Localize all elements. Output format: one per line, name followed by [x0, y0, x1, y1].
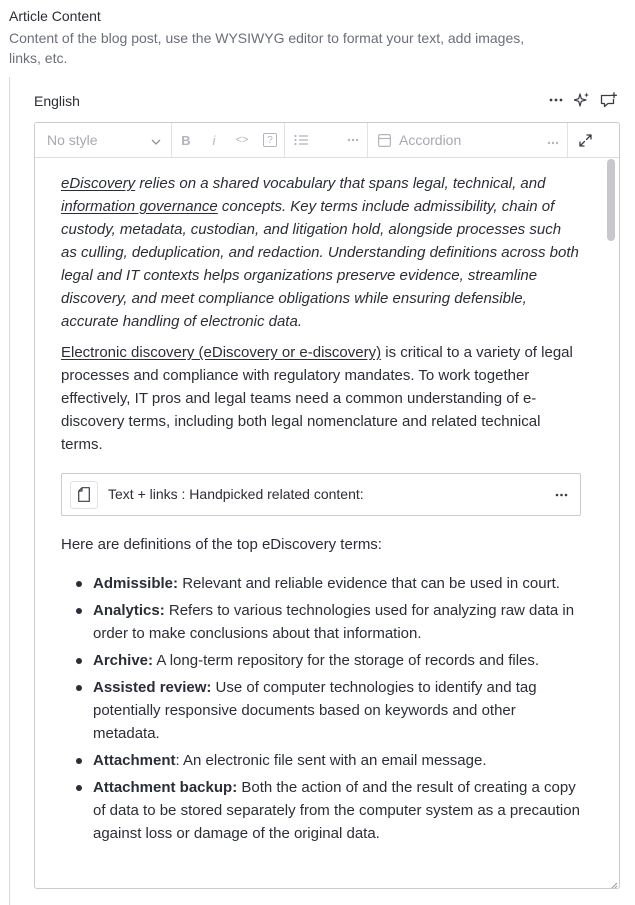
term-name: Attachment backup:	[93, 779, 238, 796]
bold-button[interactable]: B	[181, 132, 191, 148]
bulleted-list-button[interactable]	[287, 123, 315, 157]
intro-paragraph	[61, 172, 581, 333]
style-select-value: No style	[47, 132, 98, 148]
editor-content[interactable]	[35, 159, 603, 889]
more-icon	[347, 138, 359, 142]
term-name: Archive:	[93, 652, 154, 669]
more-icon[interactable]	[547, 132, 559, 148]
ai-sparkle-icon[interactable]	[573, 90, 591, 110]
list-icon	[294, 134, 308, 146]
accordion-label: Accordion	[399, 132, 462, 148]
body-paragraph	[61, 341, 581, 456]
toolbar-more-button[interactable]	[339, 123, 367, 157]
style-select[interactable]	[35, 123, 172, 157]
rich-text-editor	[34, 122, 620, 889]
intro-text: relies on a shared vocabulary that spans legal, technical, and	[135, 175, 546, 192]
electronic-discovery-link[interactable]: Electronic discovery (eDiscovery or e-discovery)	[61, 344, 382, 361]
toolbar-divider	[284, 123, 285, 157]
term-name: Assisted review:	[93, 679, 212, 696]
chevron-down-icon	[151, 132, 161, 148]
term-definition: Both the action of and the result of creating a copy of data to be stored separately from the computer system as a precaution against loss or damage of the original data.	[93, 779, 580, 842]
list-item	[61, 649, 581, 672]
term-name: Analytics:	[93, 602, 165, 619]
resize-handle-icon[interactable]	[608, 877, 618, 887]
term-definition: A long-term repository for the storage of records and files.	[153, 652, 540, 669]
ediscovery-link[interactable]: eDiscovery	[61, 175, 136, 192]
italic-button[interactable]: i	[212, 132, 216, 148]
help-icon: ?	[263, 133, 277, 147]
term-name: Admissible:	[93, 575, 179, 592]
body-text: is critical to a variety of legal processes and compliance with regulatory mandates. To work together effectively, IT pros and legal teams need a common understanding of e-discovery terms, including both legal nomenclature and related technical terms.	[61, 344, 573, 453]
field-label: Article Content	[9, 8, 101, 24]
embed-label: Text + links : Handpicked related content:	[108, 486, 364, 502]
accordion-button[interactable]	[368, 123, 568, 157]
expand-button[interactable]	[568, 123, 602, 157]
list-item	[61, 776, 581, 845]
term-definition: : An electronic file sent with an email message.	[175, 752, 487, 769]
information-governance-link[interactable]: information governance	[61, 198, 218, 215]
terms-lead: Here are definitions of the top eDiscovery terms:	[61, 536, 382, 553]
comment-add-icon[interactable]	[599, 90, 617, 110]
list-item	[61, 572, 581, 595]
term-definition: Relevant and reliable evidence that can be used in court.	[178, 575, 560, 592]
term-definition: Use of computer technologies to identify and tag potentially responsive documents based on keywords and other metadata.	[93, 679, 537, 742]
list-item	[61, 676, 581, 745]
accordion-icon	[378, 134, 391, 147]
list-item	[61, 599, 581, 645]
field-rail	[9, 77, 10, 905]
list-item	[61, 749, 581, 772]
more-icon[interactable]	[547, 90, 565, 110]
language-label: English	[34, 93, 80, 109]
term-definition: Refers to various technologies used for analyzing raw data in order to make conclusions about that information.	[93, 602, 575, 642]
expand-icon	[579, 134, 592, 147]
code-button[interactable]: <>	[235, 134, 249, 146]
editor-scrollbar[interactable]	[603, 159, 617, 888]
help-button[interactable]	[256, 123, 284, 157]
term-name: Attachment	[93, 752, 176, 769]
scroll-thumb[interactable]	[607, 159, 615, 241]
document-icon	[70, 481, 98, 509]
intro-text: concepts. Key terms include admissibility, chain of custody, metadata, custodian, and litigation hold, alongside processes such as culling, deduplication, and redaction. Understanding definitions across both legal and IT contexts helps organizations preserve evidence, streamline discovery, and meet compliance obligations while ensuring defensible, accurate handling of electronic data.	[61, 198, 579, 330]
field-description: Content of the blog post, use the WYSIWYG editor to format your text, add images, links, etc.	[9, 30, 525, 66]
language-actions	[547, 90, 617, 110]
editor-toolbar	[35, 123, 619, 158]
terms-list	[61, 572, 581, 845]
more-icon[interactable]	[552, 493, 570, 497]
embedded-content-block[interactable]	[61, 473, 581, 516]
